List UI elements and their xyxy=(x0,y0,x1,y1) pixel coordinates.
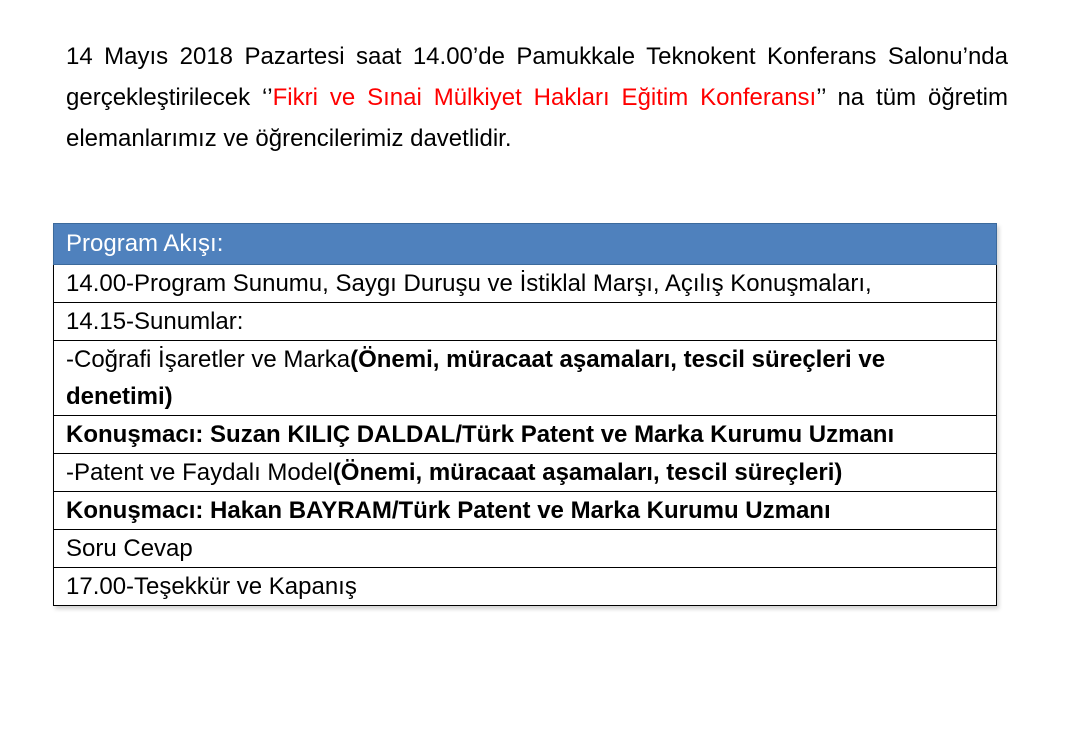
table-row xyxy=(54,530,997,568)
table-row xyxy=(54,568,997,606)
table-row xyxy=(54,454,997,492)
speaker2-item: Konuşmacı: Hakan BAYRAM/Türk Patent ve Marka Kurumu Uzmanı xyxy=(54,492,997,530)
table-row xyxy=(54,341,997,416)
opening-item: 14.00-Program Sunumu, Saygı Duruşu ve İstiklal Marşı, Açılış Konuşmaları, xyxy=(54,265,997,303)
event-name: Fikri ve Sınai Mülkiyet Hakları Eğitim Konferansı xyxy=(272,84,817,111)
table-row xyxy=(54,416,997,454)
program-schedule-table xyxy=(53,223,997,606)
topic2-detail: (Önemi, müracaat aşamaları, tescil süreçleri) xyxy=(332,459,843,486)
table-row xyxy=(54,265,997,303)
invitation-paragraph xyxy=(66,36,1008,159)
topic1-title: -Coğrafi İşaretler ve Marka xyxy=(66,346,351,373)
program-header: Program Akışı: xyxy=(54,224,997,265)
topic2-title: -Patent ve Faydalı Model xyxy=(66,459,333,486)
speaker1-item: Konuşmacı: Suzan KILIÇ DALDAL/Türk Patent ve Marka Kurumu Uzmanı xyxy=(54,416,997,454)
topic2-item xyxy=(54,454,997,492)
topic1-detail: (Önemi, müracaat aşamaları, tescil süreçleri ve denetimi) xyxy=(66,346,886,410)
table-row xyxy=(54,303,997,341)
presentations-item: 14.15-Sunumlar: xyxy=(54,303,997,341)
topic1-item xyxy=(54,341,997,416)
closing-item: 17.00-Teşekkür ve Kapanış xyxy=(54,568,997,606)
invitation-text-end: ’’ na tüm öğretim elemanlarımız ve öğrencilerimiz davetlidir. xyxy=(66,84,1008,152)
table-row xyxy=(54,492,997,530)
qa-item: Soru Cevap xyxy=(54,530,997,568)
invitation-text-start: 14 Mayıs 2018 Pazartesi saat 14.00’de Pamukkale Teknokent Konferans Salonu’nda gerçekleştirilecek ‘’ xyxy=(66,43,1008,111)
program-header-row xyxy=(54,224,997,265)
